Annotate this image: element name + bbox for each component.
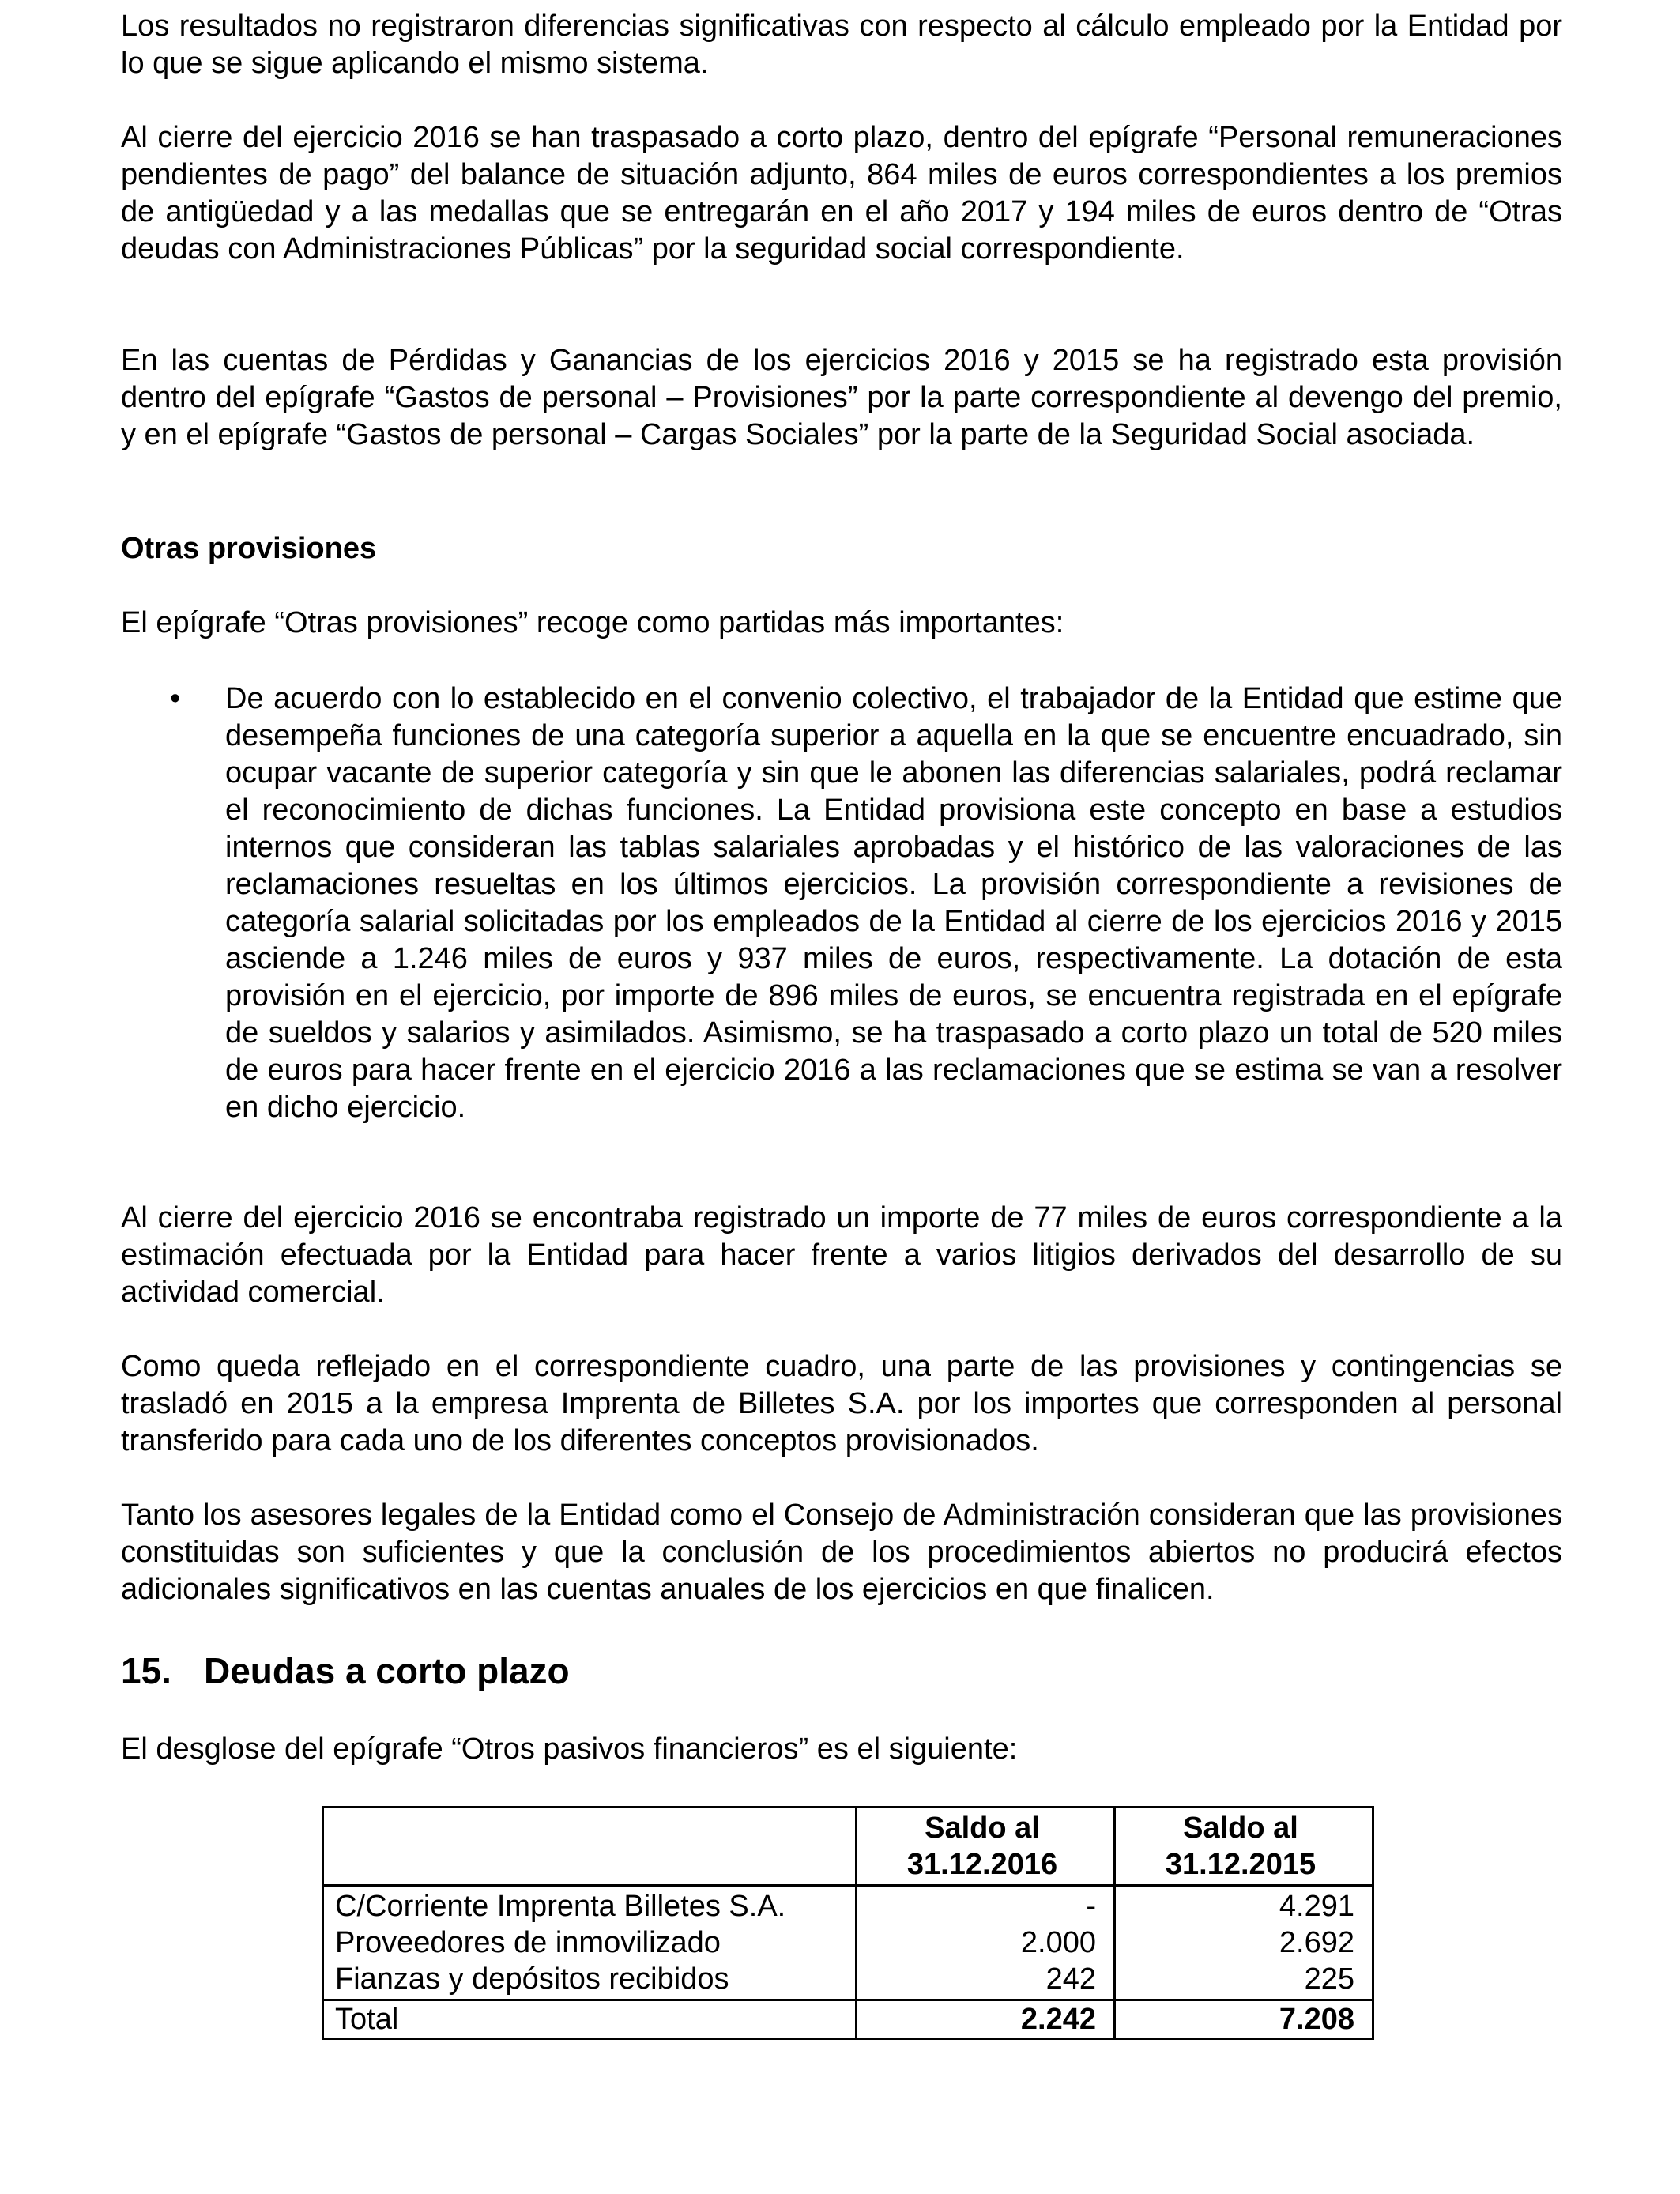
header-2015-line1: Saldo al (1183, 1811, 1298, 1845)
paragraph-perdidas-ganancias: En las cuentas de Pérdidas y Ganancias de los ejercicios 2016 y 2015 se ha registrado esta provisión dentro del epígrafe “Gastos de personal – Provisiones” por la parte correspondiente al devengo del premio, y en el epígrafe “Gastos de personal – Cargas Sociales” por la parte de la Seguridad Social asociada. (121, 344, 1562, 451)
otros-pasivos-table (322, 1806, 1374, 2040)
paragraph-traspaso-corto-plazo: Al cierre del ejercicio 2016 se han traspasado a corto plazo, dentro del epígrafe “Personal remuneraciones pendientes de pago” del balance de situación adjunto, 864 miles de euros correspondientes a los premios de antigüedad y a las medallas que se entregarán en el año 2017 y 194 miles de euros dentro de “Otras deudas con Administraciones Públicas” por la seguridad social correspondiente. (121, 121, 1562, 266)
table-row (323, 1961, 1373, 2000)
paragraph-resultados: Los resultados no registraron diferencias significativas con respecto al cálculo empleado por la Entidad por lo que se sigue aplicando el mismo sistema. (121, 9, 1562, 80)
header-2016-line1: Saldo al (925, 1811, 1040, 1845)
table-header-row (323, 1808, 1373, 1886)
table-total-row (323, 2000, 1373, 2039)
section-heading-15 (121, 1649, 570, 1693)
row-value-2015: 225 (1115, 1961, 1373, 2000)
table-row (323, 1924, 1373, 1961)
section-number: 15. (121, 1650, 171, 1691)
row-value-2016: 2.000 (857, 1924, 1115, 1961)
total-value-2016: 2.242 (857, 2000, 1115, 2039)
row-value-2016: - (857, 1886, 1115, 1925)
paragraph-imprenta-billetes: Como queda reflejado en el correspondiente cuadro, una parte de las provisiones y contingencias se trasladó en 2015 a la empresa Imprenta de Billetes S.A. por los importes que corresponden al personal transferido para cada uno de los diferentes conceptos provisionados. (121, 1350, 1562, 1457)
row-label: Fianzas y depósitos recibidos (323, 1961, 857, 2000)
paragraph-litigios: Al cierre del ejercicio 2016 se encontraba registrado un importe de 77 miles de euros correspondiente a la estimación efectuada por la Entidad para hacer frente a varios litigios derivados del desarrollo de su actividad comercial. (121, 1201, 1562, 1309)
header-2015-line2: 31.12.2015 (1165, 1848, 1317, 1881)
heading-otras-provisiones: Otras provisiones (121, 532, 377, 565)
row-value-2015: 2.692 (1115, 1924, 1373, 1961)
row-value-2016: 242 (857, 1961, 1115, 2000)
paragraph-otras-provisiones-intro: El epígrafe “Otras provisiones” recoge como partidas más importantes: (121, 606, 1064, 639)
row-label: C/Corriente Imprenta Billetes S.A. (323, 1886, 857, 1925)
paragraph-desglose-intro: El desglose del epígrafe “Otros pasivos financieros” es el siguiente: (121, 1732, 1018, 1766)
table-header-2015 (1115, 1808, 1373, 1886)
bullet-text: De acuerdo con lo establecido en el convenio colectivo, el trabajador de la Entidad que estime que desempeña funciones de una categoría superior a aquella en la que se encuentre encuadrado, sin ocupar vacante de superior categoría y sin que le abonen las diferencias salariales, podrá reclamar el reconocimiento de dichas funciones. La Entidad provisiona este concepto en base a estudios internos que consideran las tablas salariales aprobadas y el histórico de las valoraciones de las reclamaciones resueltas en los últimos ejercicios. La provisión correspondiente a revisiones de categoría salarial solicitadas por los empleados de la Entidad al cierre de los ejercicios 2016 y 2015 asciende a 1.246 miles de euros y 937 miles de euros, respectivamente. La dotación de esta provisión en el ejercicio, por importe de 896 miles de euros, se encuentra registrada en el epígrafe de sueldos y salarios y asimilados. Asimismo, se ha traspasado a corto plazo un total de 520 miles de euros para hacer frente en el ejercicio 2016 a las reclamaciones que se estima se van a resolver en dicho ejercicio. (225, 682, 1562, 1124)
section-title: Deudas a corto plazo (204, 1650, 570, 1691)
bullet-icon: • (170, 682, 181, 715)
total-label: Total (323, 2000, 857, 2039)
table-row (323, 1886, 1373, 1925)
row-value-2015: 4.291 (1115, 1886, 1373, 1925)
header-2016-line2: 31.12.2016 (906, 1848, 1058, 1881)
row-label: Proveedores de inmovilizado (323, 1924, 857, 1961)
table-header-empty (323, 1808, 857, 1886)
table-header-2016 (857, 1808, 1115, 1886)
paragraph-asesores-legales: Tanto los asesores legales de la Entidad como el Consejo de Administración consideran que las provisiones constituidas son suficientes y que la conclusión de los procedimientos abiertos no producirá efectos adicionales significativos en las cuentas anuales de los ejercicios en que finalicen. (121, 1498, 1562, 1606)
total-value-2015: 7.208 (1115, 2000, 1373, 2039)
